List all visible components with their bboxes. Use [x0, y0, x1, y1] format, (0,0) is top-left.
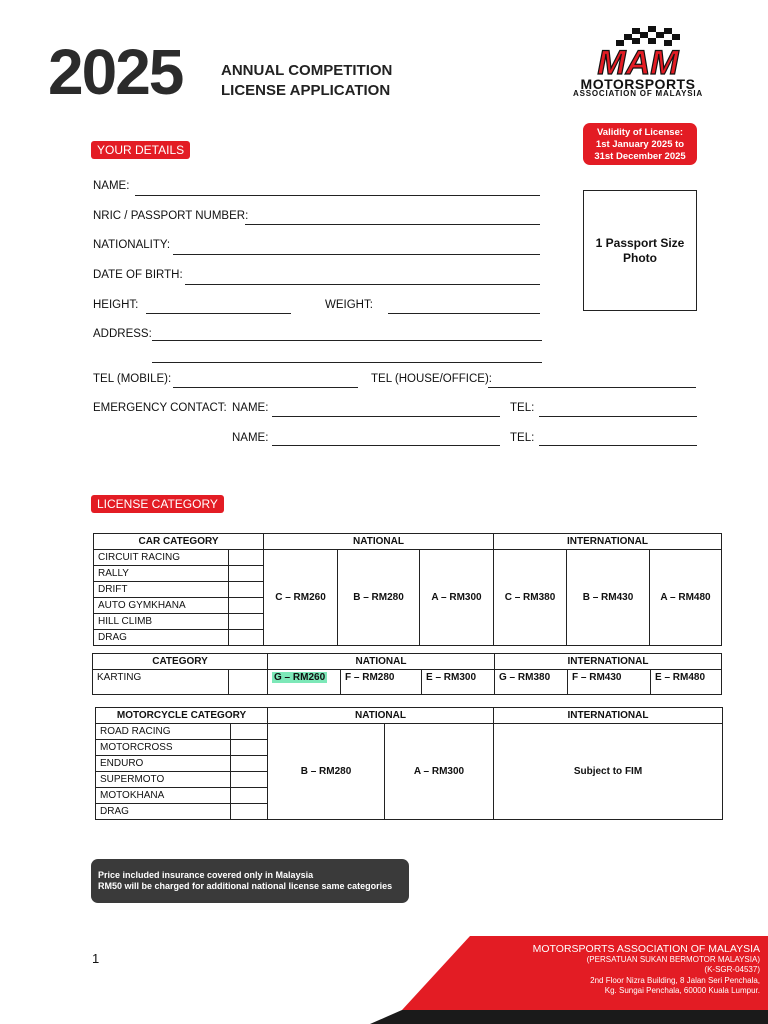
moto-checkbox[interactable]	[231, 724, 268, 740]
tel-mobile-field[interactable]	[173, 387, 358, 388]
ec-name-field-2[interactable]	[272, 445, 500, 446]
car-header-international: INTERNATIONAL	[494, 534, 722, 550]
your-details-badge: YOUR DETAILS	[91, 141, 190, 159]
footer-address-block	[533, 944, 760, 997]
moto-price: B – RM280	[268, 724, 385, 820]
address-field-2[interactable]	[152, 362, 542, 363]
moto-row-label: MOTORCROSS	[96, 740, 231, 756]
kart-price: E – RM480	[651, 670, 722, 695]
car-row-label: CIRCUIT RACING	[94, 550, 229, 566]
car-checkbox[interactable]	[229, 614, 264, 630]
emergency-contact-label: EMERGENCY CONTACT:	[93, 402, 227, 414]
moto-row-label: ENDURO	[96, 756, 231, 772]
kart-price: F – RM280	[341, 670, 422, 695]
kart-header-international: INTERNATIONAL	[495, 654, 722, 670]
ec-name-label-1: NAME:	[232, 402, 269, 414]
moto-row-label: MOTOKHANA	[96, 788, 231, 804]
car-checkbox[interactable]	[229, 598, 264, 614]
kart-header-national: NATIONAL	[268, 654, 495, 670]
car-price: B – RM430	[567, 550, 650, 646]
footer-address-1: 2nd Floor Nizra Building, 8 Jalan Seri Penchala,	[590, 975, 760, 985]
ec-tel-label-1: TEL:	[510, 402, 535, 414]
logo-mam-text: MAM	[597, 44, 679, 82]
page-number: 1	[92, 951, 100, 966]
dob-label: DATE OF BIRTH:	[93, 269, 183, 281]
weight-label: WEIGHT:	[325, 299, 373, 311]
car-checkbox[interactable]	[229, 582, 264, 598]
car-category-table	[93, 533, 722, 646]
moto-price: A – RM300	[385, 724, 494, 820]
nationality-field[interactable]	[173, 254, 540, 255]
photo-label-1: 1 Passport Size	[595, 235, 685, 250]
validity-line-2: 1st January 2025 to	[595, 139, 685, 150]
moto-header-national: NATIONAL	[268, 708, 494, 724]
ec-tel-field-2[interactable]	[539, 445, 697, 446]
ec-name-field-1[interactable]	[272, 416, 500, 417]
moto-checkbox[interactable]	[231, 756, 268, 772]
note-line-1: Price included insurance covered only in Malaysia	[98, 870, 314, 880]
title-line-2: LICENSE APPLICATION	[221, 82, 391, 99]
car-row-label: AUTO GYMKHANA	[94, 598, 229, 614]
logo-association: ASSOCIATION OF MALAYSIA	[573, 89, 703, 98]
moto-checkbox[interactable]	[231, 788, 268, 804]
moto-price-international: Subject to FIM	[494, 724, 723, 820]
moto-row-label: ROAD RACING	[96, 724, 231, 740]
moto-checkbox[interactable]	[231, 804, 268, 820]
ec-name-label-2: NAME:	[232, 432, 269, 444]
car-checkbox[interactable]	[229, 630, 264, 646]
ec-tel-label-2: TEL:	[510, 432, 535, 444]
car-checkbox[interactable]	[229, 550, 264, 566]
insurance-note	[91, 859, 409, 903]
car-header-category: CAR CATEGORY	[94, 534, 264, 550]
validity-line-1: Validity of License:	[596, 127, 684, 138]
tel-house-field[interactable]	[488, 387, 696, 388]
kart-header-category: CATEGORY	[93, 654, 268, 670]
moto-row-label: DRAG	[96, 804, 231, 820]
car-header-national: NATIONAL	[264, 534, 494, 550]
car-price: A – RM300	[420, 550, 494, 646]
title-line-1: ANNUAL COMPETITION	[221, 62, 393, 79]
year-heading: 2025	[48, 36, 183, 108]
passport-photo-box[interactable]	[583, 190, 697, 311]
footer-malay-name: (PERSATUAN SUKAN BERMOTOR MALAYSIA)	[586, 954, 760, 964]
tel-house-label: TEL (HOUSE/OFFICE):	[371, 373, 492, 385]
kart-checkbox[interactable]	[228, 670, 267, 695]
logo-motorsports: MOTORSPORTS	[580, 76, 696, 92]
height-label: HEIGHT:	[93, 299, 139, 311]
car-row-label: DRIFT	[94, 582, 229, 598]
kart-price-highlighted: G – RM260	[274, 672, 326, 683]
kart-row-label: KARTING	[93, 670, 229, 695]
car-checkbox[interactable]	[229, 566, 264, 582]
footer-address-2: Kg. Sungai Penchala, 60000 Kuala Lumpur.	[604, 986, 760, 995]
address-label: ADDRESS:	[93, 328, 152, 340]
moto-header-category: MOTORCYCLE CATEGORY	[96, 708, 268, 724]
moto-checkbox[interactable]	[231, 772, 268, 788]
kart-price: E – RM300	[422, 670, 495, 695]
nationality-label: NATIONALITY:	[93, 239, 171, 251]
weight-field[interactable]	[388, 313, 540, 314]
nric-label: NRIC / PASSPORT NUMBER:	[93, 210, 249, 222]
address-field-1[interactable]	[152, 340, 542, 341]
height-field[interactable]	[146, 313, 291, 314]
moto-checkbox[interactable]	[231, 740, 268, 756]
moto-header-international: INTERNATIONAL	[494, 708, 723, 724]
mam-logo	[540, 26, 736, 98]
tel-mobile-label: TEL (MOBILE):	[93, 373, 172, 385]
footer-registration: (K-SGR-04537)	[704, 965, 760, 974]
dob-field[interactable]	[185, 284, 540, 285]
validity-line-3: 31st December 2025	[594, 151, 686, 162]
name-field[interactable]	[135, 195, 540, 196]
car-row-label: DRAG	[94, 630, 229, 646]
moto-row-label: SUPERMOTO	[96, 772, 231, 788]
car-price: B – RM280	[338, 550, 420, 646]
note-line-2: RM50 will be charged for additional national license same categories	[98, 881, 393, 891]
ec-tel-field-1[interactable]	[539, 416, 697, 417]
car-price: A – RM480	[650, 550, 722, 646]
motorcycle-category-table	[95, 707, 723, 820]
kart-price: G – RM380	[495, 670, 568, 695]
photo-label-2: Photo	[623, 250, 657, 265]
kart-price: F – RM430	[568, 670, 651, 695]
car-price: C – RM380	[494, 550, 567, 646]
validity-badge	[583, 123, 697, 165]
car-row-label: RALLY	[94, 566, 229, 582]
nric-field[interactable]	[245, 224, 540, 225]
license-category-badge: LICENSE CATEGORY	[91, 495, 224, 513]
karting-table	[92, 653, 722, 695]
footer-org-name: MOTORSPORTS ASSOCIATION OF MALAYSIA	[532, 943, 760, 955]
car-row-label: HILL CLIMB	[94, 614, 229, 630]
car-price: C – RM260	[264, 550, 338, 646]
name-label: NAME:	[93, 180, 130, 192]
